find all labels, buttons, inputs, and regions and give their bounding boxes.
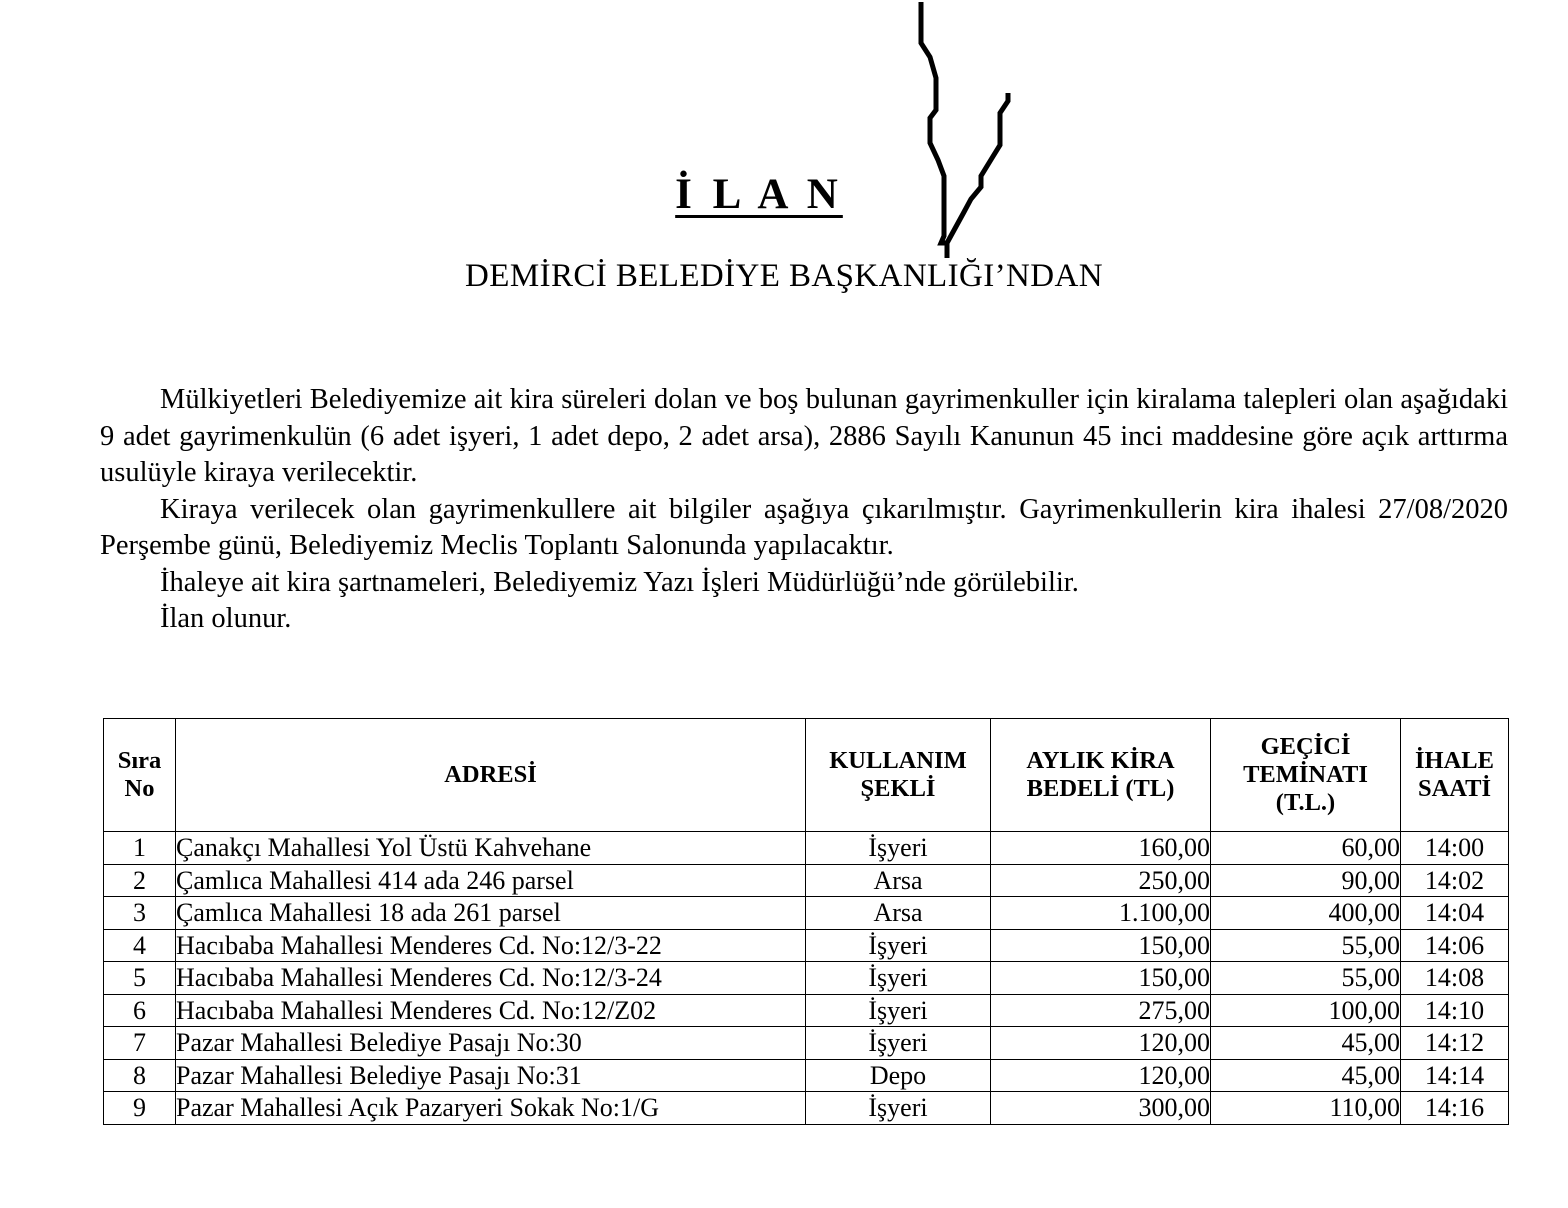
cell-sira-no: 6 — [104, 994, 176, 1027]
table-row — [104, 1059, 1509, 1092]
cell-gecici-teminati: 55,00 — [1211, 929, 1401, 962]
table-row — [104, 929, 1509, 962]
paragraph-3: İhaleye ait kira şartnameleri, Belediyemiz Yazı İşleri Müdürlüğü’nde görülebilir. — [160, 566, 1079, 598]
cell-ihale-saati: 14:08 — [1401, 962, 1509, 995]
cell-adresi: Pazar Mahallesi Belediye Pasajı No:30 — [176, 1027, 806, 1060]
cell-aylik-kira-bedeli: 300,00 — [991, 1092, 1211, 1125]
cell-ihale-saati: 14:06 — [1401, 929, 1509, 962]
cell-adresi: Hacıbaba Mahallesi Menderes Cd. No:12/3-22 — [176, 929, 806, 962]
cell-ihale-saati: 14:16 — [1401, 1092, 1509, 1125]
column-header-gecici-teminati — [1211, 719, 1401, 832]
cell-sira-no: 1 — [104, 832, 176, 865]
column-header-ihale-saati — [1401, 719, 1509, 832]
header-line-2: SAATİ — [1417, 775, 1492, 802]
table-body — [104, 832, 1509, 1125]
page-subtitle: DEMİRCİ BELEDİYE BAŞKANLIĞI’NDAN — [465, 258, 1103, 294]
cell-ihale-saati: 14:14 — [1401, 1059, 1509, 1092]
table-row — [104, 1092, 1509, 1125]
cell-kullanim-sekli: İşyeri — [806, 929, 991, 962]
column-header-sira-no — [104, 719, 176, 832]
table-header — [104, 719, 1509, 832]
paragraph-4: İlan olunur. — [160, 603, 292, 634]
column-header-aylik-kira-bedeli — [991, 719, 1211, 832]
header-line-1: AYLIK KİRA — [1026, 747, 1175, 775]
cell-aylik-kira-bedeli: 1.100,00 — [991, 897, 1211, 930]
cell-aylik-kira-bedeli: 160,00 — [991, 832, 1211, 865]
table-row — [104, 1027, 1509, 1060]
header-line-1: Sıra — [117, 747, 162, 775]
cell-gecici-teminati: 90,00 — [1211, 864, 1401, 897]
cell-aylik-kira-bedeli: 120,00 — [991, 1059, 1211, 1092]
header-line-2: No — [124, 775, 155, 802]
cell-kullanim-sekli: İşyeri — [806, 962, 991, 995]
cell-sira-no: 8 — [104, 1059, 176, 1092]
column-header-adresi — [176, 719, 806, 832]
cell-ihale-saati: 14:12 — [1401, 1027, 1509, 1060]
cell-kullanim-sekli: İşyeri — [806, 994, 991, 1027]
cell-adresi: Hacıbaba Mahallesi Menderes Cd. No:12/Z02 — [176, 994, 806, 1027]
header-line-2: BEDELİ (TL) — [1026, 775, 1175, 802]
body-text — [100, 382, 1508, 638]
cell-gecici-teminati: 100,00 — [1211, 994, 1401, 1027]
cell-adresi: Pazar Mahallesi Belediye Pasajı No:31 — [176, 1059, 806, 1092]
column-header-kullanim-sekli — [806, 719, 991, 832]
paragraph-2: Kiraya verilecek olan gayrimenkullere ait bilgiler aşağıya çıkarılmıştır. Gayrimenkullerin kira ihalesi 27/08/2020 Perşembe günü, Belediyemiz Meclis Toplantı Salonunda yapılacaktır. — [100, 493, 1508, 561]
cell-ihale-saati: 14:10 — [1401, 994, 1509, 1027]
table-row — [104, 864, 1509, 897]
cell-kullanim-sekli: Arsa — [806, 897, 991, 930]
cell-adresi: Hacıbaba Mahallesi Menderes Cd. No:12/3-24 — [176, 962, 806, 995]
cell-sira-no: 9 — [104, 1092, 176, 1125]
cell-adresi: Çanakçı Mahallesi Yol Üstü Kahvehane — [176, 832, 806, 865]
paragraph-1: Mülkiyetleri Belediyemize ait kira süreleri dolan ve boş bulunan gayrimenkuller için kiralama talepleri olan aşağıdaki 9 adet gayrimenkulün (6 adet işyeri, 1 adet depo, 2 adet arsa), 2886 Sayılı Kanunun 45 inci maddesine göre açık arttırma usulüyle kiraya verilecektir. — [100, 384, 1508, 488]
cell-sira-no: 5 — [104, 962, 176, 995]
cell-kullanim-sekli: İşyeri — [806, 1027, 991, 1060]
cell-adresi: Çamlıca Mahallesi 414 ada 246 parsel — [176, 864, 806, 897]
cell-adresi: Pazar Mahallesi Açık Pazaryeri Sokak No:1/G — [176, 1092, 806, 1125]
listing-table-wrapper — [103, 718, 1508, 1125]
cell-kullanim-sekli: İşyeri — [806, 1092, 991, 1125]
header-line-1: KULLANIM — [829, 747, 967, 775]
cell-gecici-teminati: 60,00 — [1211, 832, 1401, 865]
title-block — [0, 172, 1568, 217]
cell-gecici-teminati: 55,00 — [1211, 962, 1401, 995]
cell-sira-no: 2 — [104, 864, 176, 897]
cell-sira-no: 3 — [104, 897, 176, 930]
cell-kullanim-sekli: Depo — [806, 1059, 991, 1092]
table-row — [104, 897, 1509, 930]
table-row — [104, 962, 1509, 995]
cell-sira-no: 7 — [104, 1027, 176, 1060]
cell-adresi: Çamlıca Mahallesi 18 ada 261 parsel — [176, 897, 806, 930]
header-line-2: ŞEKLİ — [860, 775, 936, 802]
cell-ihale-saati: 14:02 — [1401, 864, 1509, 897]
cell-ihale-saati: 14:04 — [1401, 897, 1509, 930]
header-line-1: GEÇİCİ — [1260, 733, 1351, 761]
cell-gecici-teminati: 400,00 — [1211, 897, 1401, 930]
header-line-2: TEMİNATI — [1243, 761, 1368, 789]
table-header-row — [104, 719, 1509, 832]
subtitle-block — [0, 258, 1568, 295]
cell-ihale-saati: 14:00 — [1401, 832, 1509, 865]
cell-aylik-kira-bedeli: 150,00 — [991, 929, 1211, 962]
cell-aylik-kira-bedeli: 150,00 — [991, 962, 1211, 995]
cell-kullanim-sekli: Arsa — [806, 864, 991, 897]
header-line-1: ADRESİ — [444, 761, 537, 789]
page-title: İ L A N — [675, 171, 843, 218]
cell-aylik-kira-bedeli: 250,00 — [991, 864, 1211, 897]
cell-aylik-kira-bedeli: 275,00 — [991, 994, 1211, 1027]
cell-sira-no: 4 — [104, 929, 176, 962]
quill-pen-icon — [908, 0, 1038, 265]
cell-kullanim-sekli: İşyeri — [806, 832, 991, 865]
table-row — [104, 832, 1509, 865]
cell-gecici-teminati: 45,00 — [1211, 1027, 1401, 1060]
cell-aylik-kira-bedeli: 120,00 — [991, 1027, 1211, 1060]
header-line-3: (T.L.) — [1275, 788, 1336, 816]
table-row — [104, 994, 1509, 1027]
cell-gecici-teminati: 110,00 — [1211, 1092, 1401, 1125]
property-listing-table — [103, 718, 1509, 1125]
cell-gecici-teminati: 45,00 — [1211, 1059, 1401, 1092]
header-line-1: İHALE — [1415, 747, 1494, 775]
